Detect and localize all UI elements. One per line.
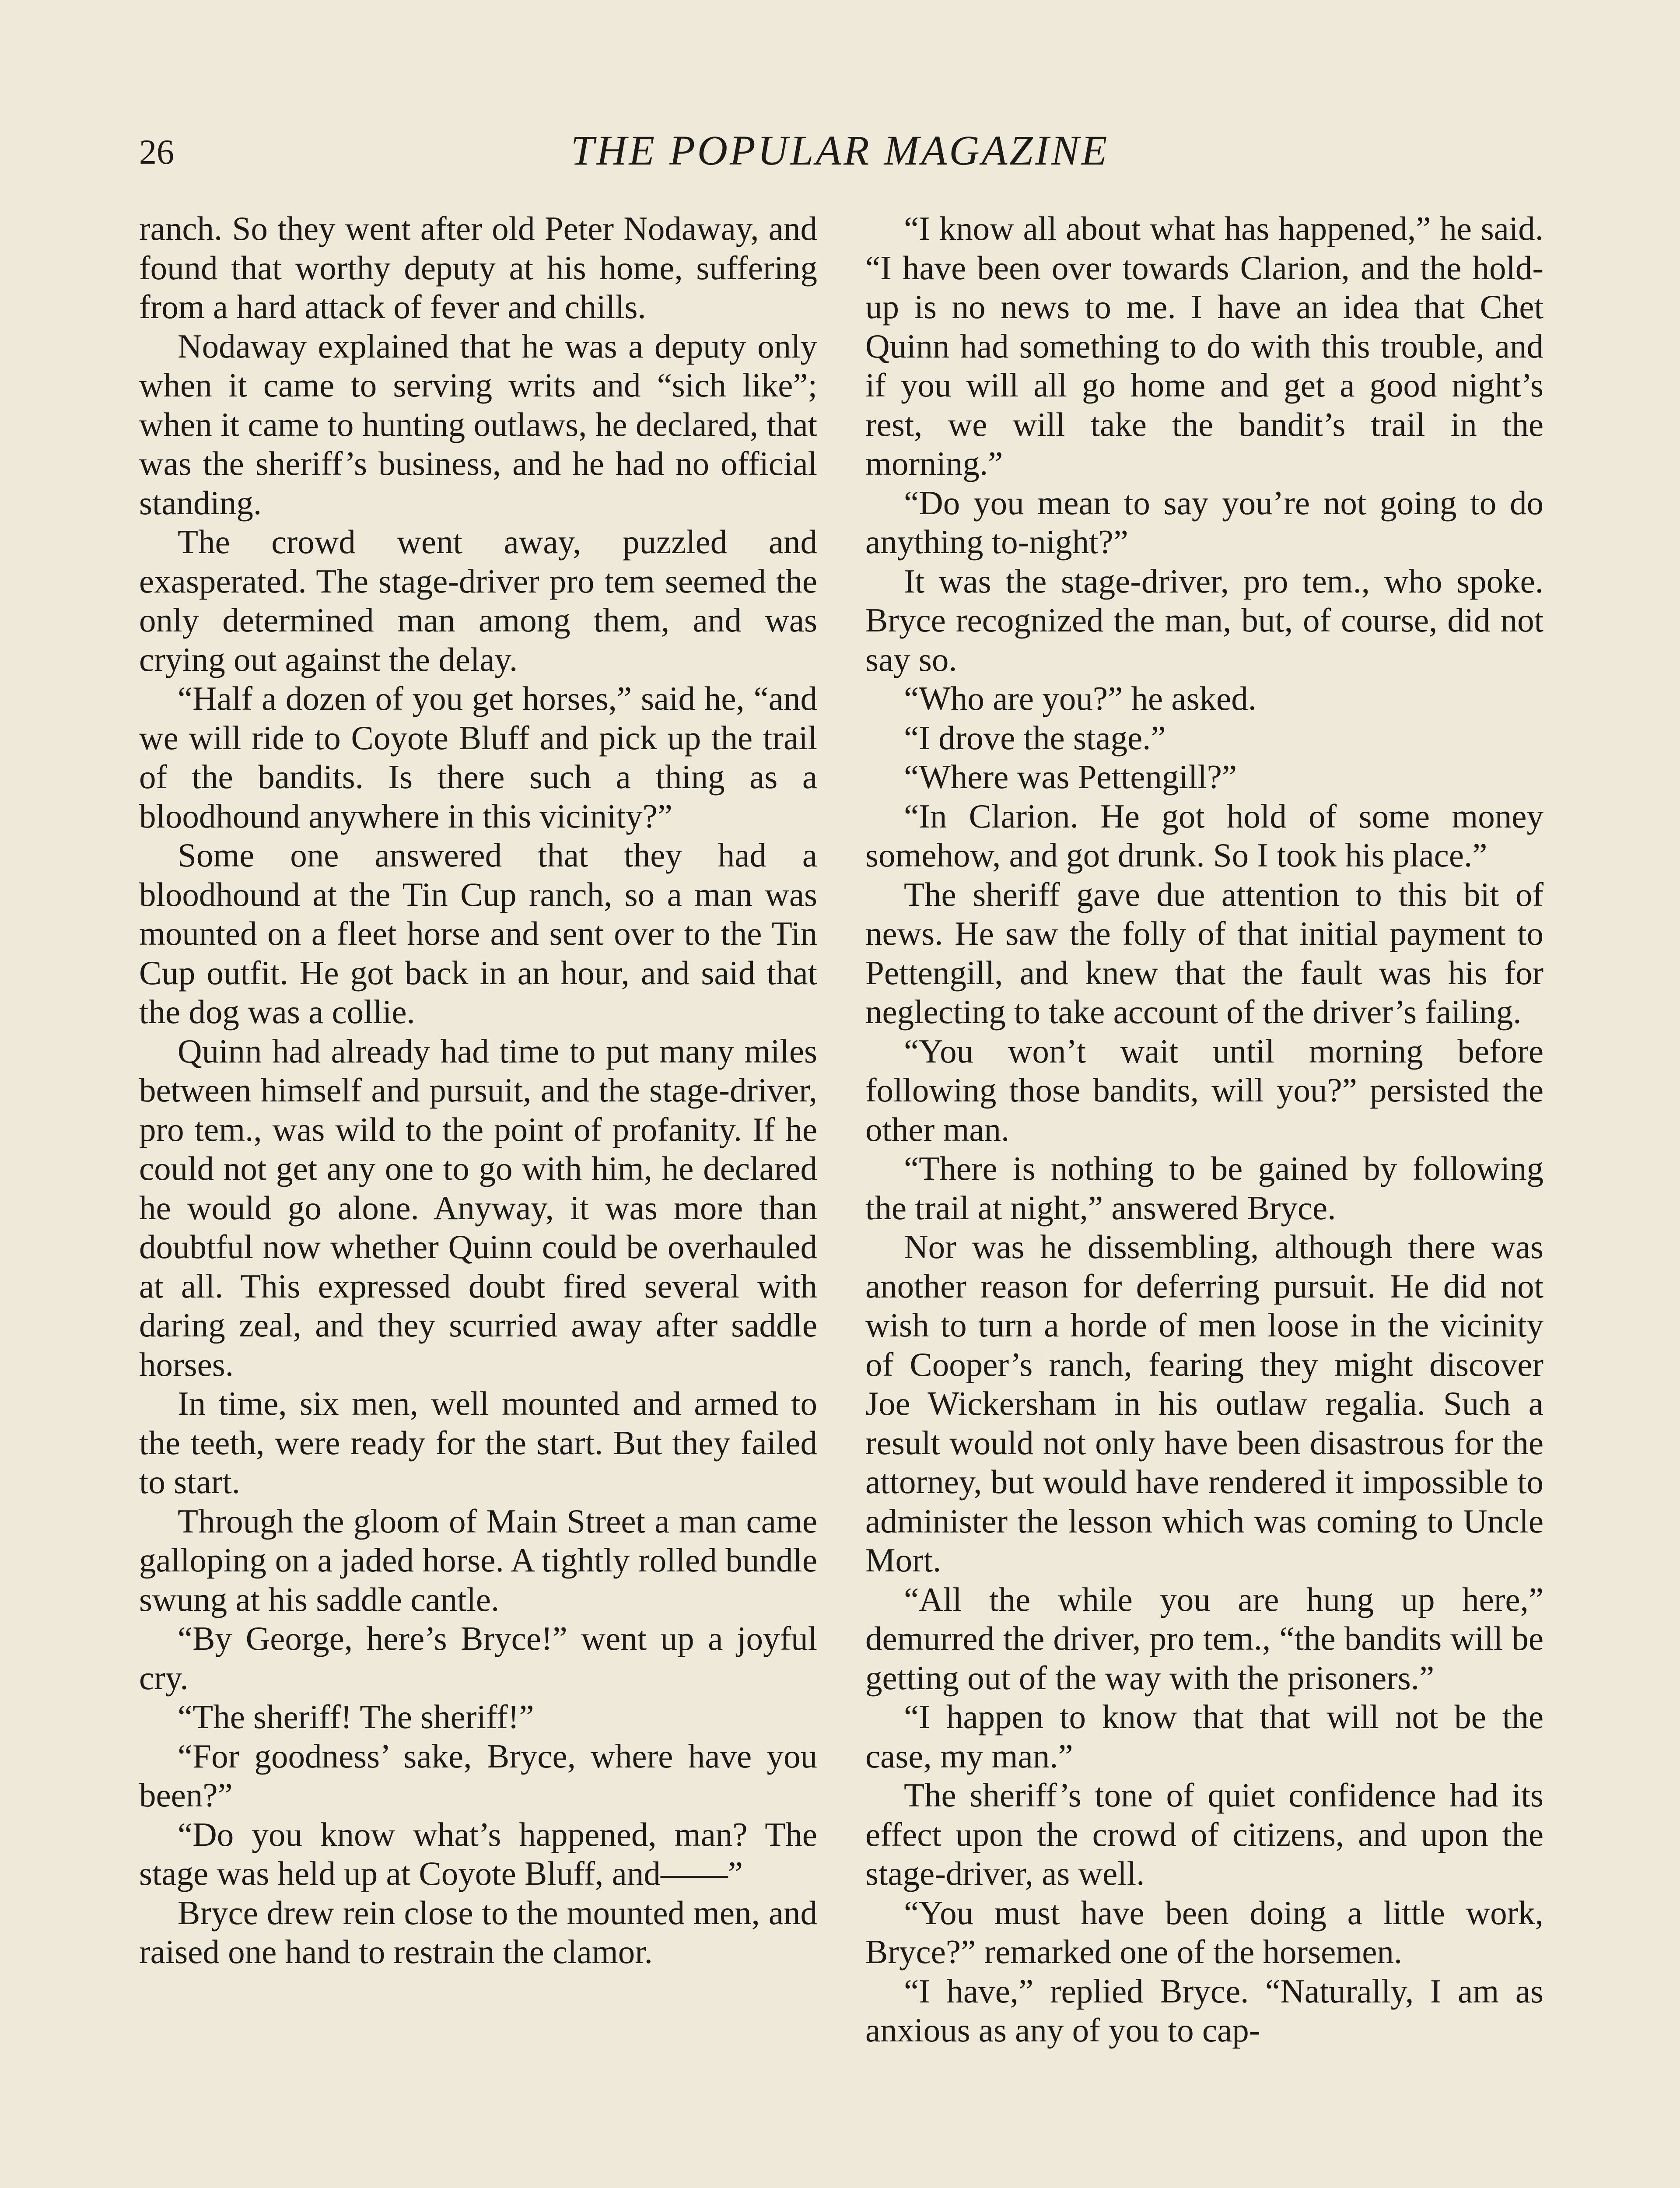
paragraph: “Half a dozen of you get horses,” said he, “and we will ride to Coyote Bluff and pick up the trail of the bandits. Is there such a thing as a bloodhound anywhere in this vicinity?”	[139, 680, 817, 835]
paragraph: It was the stage-driver, pro tem., who spoke. Bryce recognized the man, but, of course, did not say so.	[865, 562, 1544, 678]
paragraph: “For goodness’ sake, Bryce, where have you been?”	[139, 1737, 817, 1814]
paragraph: “You must have been doing a little work, Bryce?” remarked one of the horsemen.	[865, 1893, 1544, 1971]
paragraph: “Where was Pettengill?”	[904, 758, 1237, 796]
page-number: 26	[139, 133, 174, 172]
paragraph: Bryce drew rein close to the mounted men, and raised one hand to restrain the clamor.	[139, 1893, 817, 1971]
paragraph: Some one answered that they had a bloodhound at the Tin Cup ranch, so a man was mounted on a fleet horse and sent over to the Tin Cup outfit. He got back in an hour, and said that the dog was a collie.	[139, 836, 817, 1031]
paragraph: “Who are you?” he asked.	[904, 680, 1256, 717]
paragraph: “I have,” replied Bryce. “Naturally, I am as anxious as any of you to cap-	[865, 1972, 1544, 2049]
paragraph: “By George, here’s Bryce!” went up a joyful cry.	[139, 1620, 817, 1697]
paragraph: “There is nothing to be gained by following the trail at night,” answered Bryce.	[865, 1150, 1544, 1227]
paragraph: “I know all about what has happened,” he said. “I have been over towards Clarion, and the hold-up is no news to me. I have an idea that Chet Quinn had something to do with this trouble, and if you will all go home and get a good night’s rest, we will take the bandit’s trail in the morning.”	[865, 210, 1544, 482]
paragraph: The sheriff gave due attention to this bit of news. He saw the folly of that initial payment to Pettengill, and knew that the fault was his for neglecting to take account of the driver’s failing.	[865, 875, 1544, 1031]
paragraph: “Do you know what’s happened, man? The stage was held up at Coyote Bluff, and——”	[139, 1815, 817, 1892]
paragraph: ranch. So they went after old Peter Nodaway, and found that worthy deputy at his home, suffering from a hard attack of fever and chills.	[139, 210, 817, 326]
paragraph: The sheriff’s tone of quiet confidence had its effect upon the crowd of citizens, and upon the stage-driver, as well.	[865, 1776, 1544, 1892]
paragraph: Nodaway explained that he was a deputy only when it came to serving writs and “sich like”; when it came to hunting outlaws, he declared, that was the sheriff’s business, and he had no official standing.	[139, 327, 817, 522]
paragraph: “In Clarion. He got hold of some money somehow, and got drunk. So I took his place.”	[865, 797, 1544, 874]
paragraph: “The sheriff! The sheriff!”	[178, 1698, 534, 1736]
running-title: THE POPULAR MAGAZINE	[570, 127, 1110, 174]
paragraph: “I happen to know that that will not be the case, my man.”	[865, 1698, 1544, 1775]
paragraph: “Do you mean to say you’re not going to do anything to-night?”	[865, 484, 1544, 561]
paragraph: The crowd went away, puzzled and exasperated. The stage-driver pro tem seemed the only determined man among them, and was crying out against the delay.	[139, 523, 817, 678]
paragraph: Through the gloom of Main Street a man came galloping on a jaded horse. A tightly rolled bundle swung at his saddle cantle.	[139, 1502, 817, 1618]
paragraph: Quinn had already had time to put many miles between himself and pursuit, and the stage-driver, pro tem., was wild to the point of profanity. If he could not get any one to go with him, he declared he would go alone. Anyway, it was more than doubtful now whether Quinn could be overhauled at all. This expressed doubt fired several with daring zeal, and they scurried away after saddle horses.	[139, 1032, 817, 1383]
right-column	[865, 209, 1544, 2050]
paragraph: Nor was he dissembling, although there was another reason for deferring pursuit. He did not wish to turn a horde of men loose in the vicinity of Cooper’s ranch, fearing they might discover Joe Wickersham in his outlaw regalia. Such a result would not only have been disastrous for the attorney, but would have rendered it impossible to administer the lesson which was coming to Uncle Mort.	[865, 1228, 1544, 1579]
left-column	[139, 209, 817, 1972]
paragraph: “You won’t wait until morning before following those bandits, will you?” persisted the other man.	[865, 1032, 1544, 1148]
paragraph: “All the while you are hung up here,” demurred the driver, pro tem., “the bandits will be getting out of the way with the prisoners.”	[865, 1580, 1544, 1697]
paragraph: In time, six men, well mounted and armed to the teeth, were ready for the start. But they failed to start.	[139, 1385, 817, 1501]
page-header	[0, 117, 1680, 179]
paragraph: “I drove the stage.”	[904, 719, 1166, 757]
